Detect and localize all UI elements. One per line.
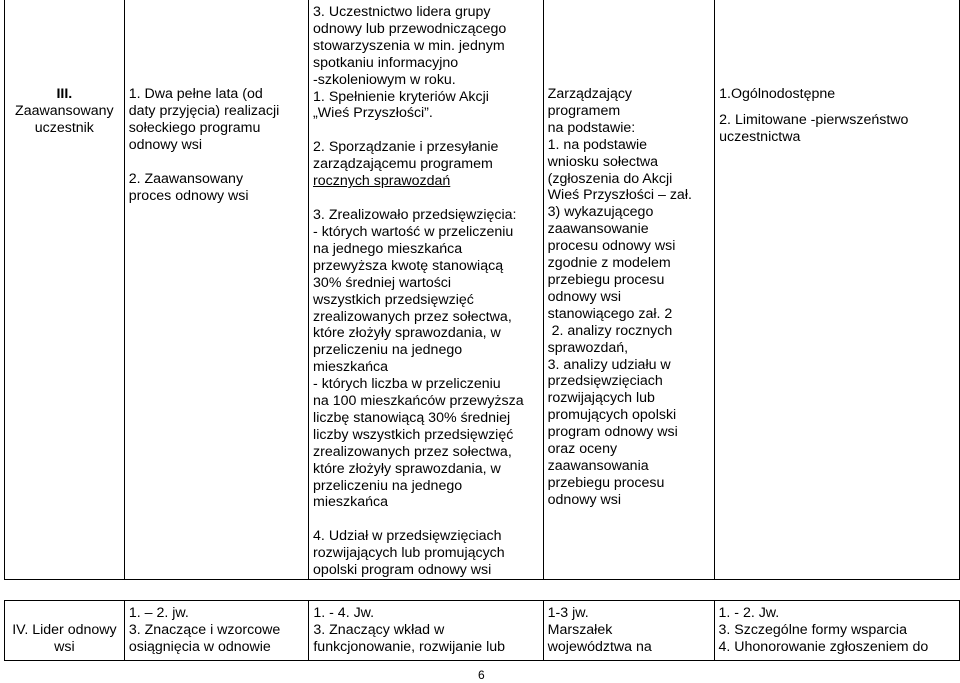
text-line: zaawansowania [547,457,649,474]
text-line: zrealizowanych przez sołectwa, [313,308,512,325]
level-name-line: Zaawansowany [15,102,114,119]
text-line: 30% średniej wartości [313,274,452,291]
text-line: 2. Limitowane -pierwszeństwo [719,111,909,128]
criteria-cell [309,601,543,661]
text-line: Marszałek [547,621,613,638]
text-line: przebiegu procesu [547,474,665,491]
page-number: 6 [478,668,485,682]
text-line: daty przyjęcia) realizacji [128,102,280,119]
text-line: wszystkich przedsięwzięć [313,291,474,308]
text-line: 1. Spełnienie kryteriów Akcji [313,88,489,105]
text-line: programem [547,102,621,119]
text-line: osiągnięcia w odnowie [128,638,271,655]
criteria-cell [309,0,544,580]
text-line: zarządzającemu programem [313,156,493,173]
text-line: 4. Udział w przedsięwzięciach [313,528,502,545]
text-line: (zgłoszenia do Akcji [547,170,673,187]
text-line: funkcjonowanie, rozwijanie lub [313,638,506,655]
text-line: rozwijających lub promujących [313,545,505,562]
text-line: proces odnowy wsi [128,187,249,204]
benefits-cell [715,0,960,580]
text-line: zrealizowanych przez sołectwa, [313,443,512,460]
text-line: odnowy wsi [128,136,203,153]
spacer [719,103,955,112]
requirements-cell [124,0,308,580]
text-line: - których liczba w przeliczeniu [313,376,501,393]
level-cell [5,601,125,661]
text-line: wniosku sołectwa [547,153,659,170]
text-line: mieszkańca [313,494,388,511]
table-row [5,0,960,580]
text-line: liczby wszystkich przedsięwzięć [313,426,514,443]
text-line: 4. Uhonorowanie zgłoszeniem do [718,638,929,655]
text-line: odnowy wsi [547,491,621,508]
text-line: 1. - 4. Jw. [313,605,375,621]
text-line: 1. – 2. jw. [128,605,189,621]
text-line: na podstawie: [547,119,636,136]
level-name-line: uczestnik [34,119,94,136]
text-line: - których wartość w przeliczeniu [313,223,514,240]
spacer [313,511,539,528]
table-row-III [4,0,960,580]
text-line: przeliczeniu na jednego [313,342,463,359]
spacer [313,190,539,207]
table-row [5,601,960,661]
text-line: 3. Zrealizowało przedsięwzięcia: [313,207,517,224]
text-line: oraz oceny [547,441,618,458]
text-line: 1. na podstawie [547,136,648,153]
text-line: 2. Sporządzanie i przesyłanie [313,139,499,156]
text-line: uczestnictwa [719,128,801,145]
text-line: promujących opolski [547,407,677,424]
text-line: odnowy wsi [547,288,621,305]
text-line: 1. - 2. Jw. [718,605,780,621]
text-line: sołeckiego programu [128,119,261,136]
text-line: 1-3 jw. [547,605,589,621]
text-line: wsi [54,638,75,655]
text-line: 3. Znaczący wkład w [313,621,445,638]
text-line: procesu odnowy wsi [547,238,676,255]
text-line: sprawozdań, [547,339,629,356]
text-line: 2. analizy rocznych [547,322,673,339]
text-line: stowarzyszenia w min. jednym [313,37,505,54]
text-line: stanowiącego zał. 2 [547,305,673,322]
text-line: -szkoleniowym w roku. [313,71,456,88]
text-line: odnowy lub przewodniczącego [313,20,507,37]
text-line: które złożyły sprawozdania, w [313,460,501,477]
text-line: 3. analizy udziału w [547,356,671,373]
level-cell [5,0,125,580]
assessment-cell [543,0,715,580]
text-line: zaawansowanie [547,221,649,238]
text-line: przedsięwzięciach [547,373,663,390]
text-line: 1.Ogólnodostępne [719,86,836,102]
spacer [313,122,539,139]
level-number: III. [56,86,73,102]
spacer [129,154,304,171]
table-row-IV [4,600,960,661]
text-line: przewyższa kwotę stanowiącą [313,257,504,274]
benefits-cell [714,601,960,661]
text-line: program odnowy wsi [547,424,678,441]
requirements-cell [124,601,309,661]
text-line: IV. Lider odnowy [12,622,117,638]
text-line: Zarządzający [547,86,633,102]
text-line: spotkaniu informacyjno [313,54,459,71]
text-line: liczbę stanowiącą 30% średniej [313,409,511,426]
text-line: „Wieś Przyszłości”. [313,105,433,122]
text-line: 3) wykazującego [547,204,654,221]
text-line: na 100 mieszkańców przewyższa [313,393,524,410]
text-line: opolski program odnowy wsi [313,562,492,579]
text-line: które złożyły sprawozdania, w [313,325,501,342]
text-line: Wieś Przyszłości – zał. [547,187,692,204]
text-line: 2. Zaawansowany [128,170,244,187]
text-line: województwa na [547,638,652,655]
text-line: 1. Dwa pełne lata (od [128,86,263,102]
text-line: mieszkańca [313,359,388,376]
text-line: przeliczeniu na jednego [313,477,463,494]
text-line: zgodnie z modelem [547,255,671,272]
text-line: 3. Uczestnictwo lidera grupy [313,4,491,20]
text-line: rocznych sprawozdań [313,173,451,190]
text-line: rozwijających lub [547,390,655,407]
text-line: na jednego mieszkańca [313,240,463,257]
assessment-cell [543,601,714,661]
text-line: 3. Szczególne formy wsparcia [718,621,907,638]
text-line: 3. Znaczące i wzorcowe [128,621,281,638]
text-line: przebiegu procesu [547,271,665,288]
